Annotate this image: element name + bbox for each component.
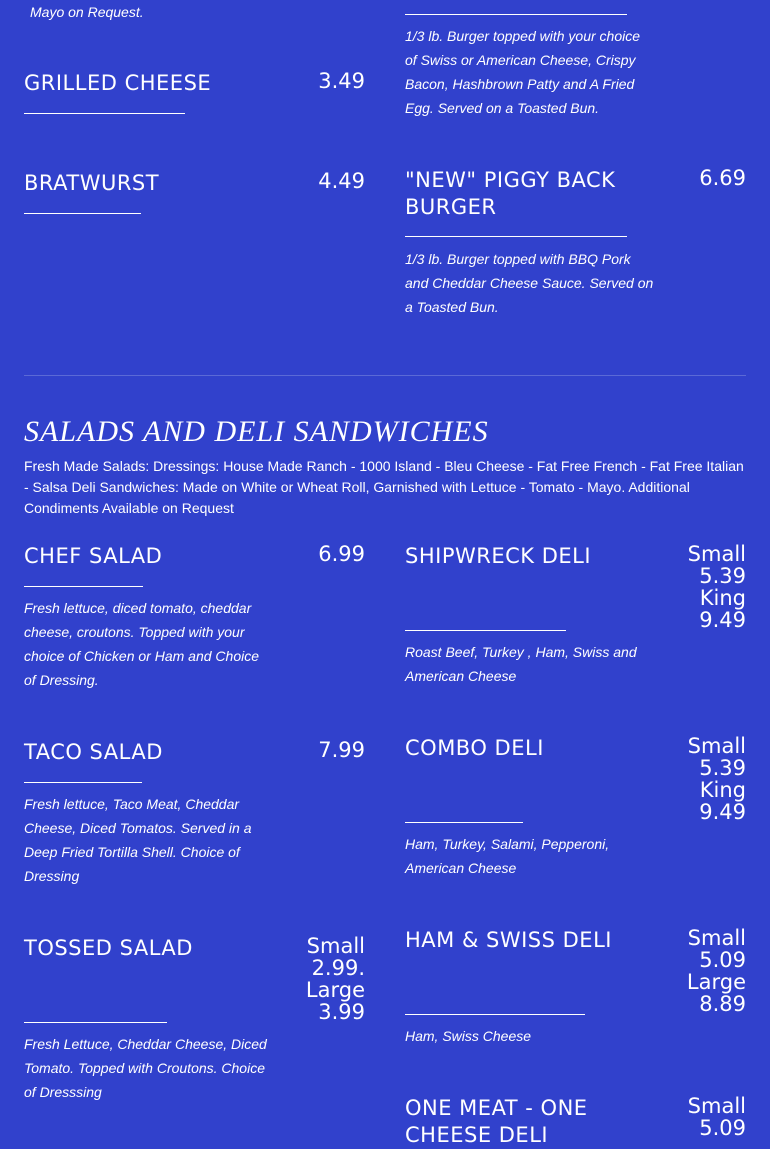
- price-value: 2.99.: [311, 956, 365, 980]
- item-price-block: [646, 927, 746, 1015]
- menu-item-one-meat-one-cheese-deli: [405, 1095, 605, 1149]
- menu-item-ham-swiss-deli: [405, 927, 612, 954]
- item-underline: [405, 630, 566, 631]
- item-underline: [24, 586, 143, 587]
- item-name: COMBO DELI: [405, 736, 544, 760]
- price-size-label: Small: [687, 734, 746, 758]
- item-underline: [405, 14, 627, 15]
- item-name: GRILLED CHEESE: [24, 71, 212, 95]
- item-price: 3.49: [318, 69, 365, 93]
- menu-item-grilled-cheese: [24, 70, 211, 97]
- price-size-label: Small: [687, 926, 746, 950]
- item-description: Ham, Turkey, Salami, Pepperoni, American Cheese: [405, 836, 610, 876]
- item-price: 7.99: [318, 738, 365, 762]
- price-value: 9.49: [699, 608, 746, 632]
- menu-item-tossed-salad: [24, 935, 193, 962]
- menu-item-piggy-back-burger: [405, 167, 635, 221]
- price-size-label: Small: [306, 934, 365, 958]
- item-description: Mayo on Request.: [30, 4, 144, 20]
- item-name: CHEF SALAD: [24, 544, 163, 568]
- item-description: Fresh Lettuce, Cheddar Cheese, Diced Tomato. Topped with Croutons. Choice of Dresssing: [24, 1036, 267, 1100]
- menu-item-bratwurst: [24, 170, 159, 197]
- section-intro: Fresh Made Salads: Dressings: House Made Ranch - 1000 Island - Bleu Cheese - Fat Free French - Fat Free Italian - Salsa Deli Sandwiches: Made on White or Wheat Roll, Garnished with Lettuce - Tomato - Mayo. Additional Condiments Available on Request: [24, 458, 744, 516]
- item-description: 1/3 lb. Burger topped with your choice of Swiss or American Cheese, Crispy Bacon, Hashbrown Patty and A Fried Egg. Served on a Toasted Bun.: [405, 28, 641, 116]
- price-size-label: Large: [686, 970, 746, 994]
- item-underline: [24, 782, 142, 783]
- price-value: 5.09: [699, 948, 746, 972]
- item-underline: [405, 1014, 585, 1015]
- price-size-label: King: [699, 778, 746, 802]
- price-size-label: Large: [305, 978, 365, 1002]
- item-description: Fresh lettuce, Taco Meat, Cheddar Cheese, Diced Tomatos. Served in a Deep Fried Tortilla Shell. Choice of Dressing: [24, 796, 252, 884]
- price-size-label: Small: [687, 542, 746, 566]
- item-price-block: [646, 543, 746, 631]
- item-description: 1/3 lb. Burger topped with BBQ Pork and Cheddar Cheese Sauce. Served on a Toasted Bun.: [405, 251, 654, 315]
- section-title: SALADS AND DELI SANDWICHES: [24, 415, 489, 448]
- price-size-label: King: [699, 586, 746, 610]
- price-value: 5.09: [699, 1116, 746, 1140]
- item-description: Fresh lettuce, diced tomato, cheddar cheese, croutons. Topped with your choice of Chicken or Ham and Choice of Dressing.: [24, 600, 260, 688]
- menu-item-taco-salad: [24, 739, 163, 766]
- item-price: 6.69: [699, 166, 746, 190]
- price-value: 3.99: [318, 1000, 365, 1024]
- item-name: TACO SALAD: [24, 740, 163, 764]
- price-value: 9.49: [699, 800, 746, 824]
- item-price-block: [265, 935, 365, 1023]
- item-underline: [24, 213, 141, 214]
- menu-item-shipwreck-deli: [405, 543, 591, 570]
- section-divider: [24, 375, 746, 376]
- item-name: BRATWURST: [24, 171, 160, 195]
- item-name: "NEW" PIGGY BACK BURGER: [405, 168, 616, 219]
- item-description: Roast Beef, Turkey , Ham, Swiss and American Cheese: [405, 644, 637, 684]
- price-size-label: Small: [687, 1094, 746, 1118]
- price-value: 5.39: [699, 564, 746, 588]
- item-underline: [405, 822, 523, 823]
- item-price: 6.99: [318, 542, 365, 566]
- item-name: ONE MEAT - ONE CHEESE DELI: [405, 1096, 588, 1147]
- item-name: HAM & SWISS DELI: [405, 928, 612, 952]
- menu-item-chef-salad: [24, 543, 162, 570]
- item-price-block: [646, 735, 746, 823]
- menu-item-combo-deli: [405, 735, 544, 762]
- item-underline: [24, 1022, 167, 1023]
- item-underline: [405, 236, 627, 237]
- item-price-block: [646, 1095, 746, 1139]
- price-value: 5.39: [699, 756, 746, 780]
- item-description: Ham, Swiss Cheese: [405, 1028, 532, 1044]
- item-name: TOSSED SALAD: [24, 936, 193, 960]
- item-name: SHIPWRECK DELI: [405, 544, 592, 568]
- price-value: 8.89: [699, 992, 746, 1016]
- item-underline: [24, 113, 185, 114]
- item-price: 4.49: [318, 169, 365, 193]
